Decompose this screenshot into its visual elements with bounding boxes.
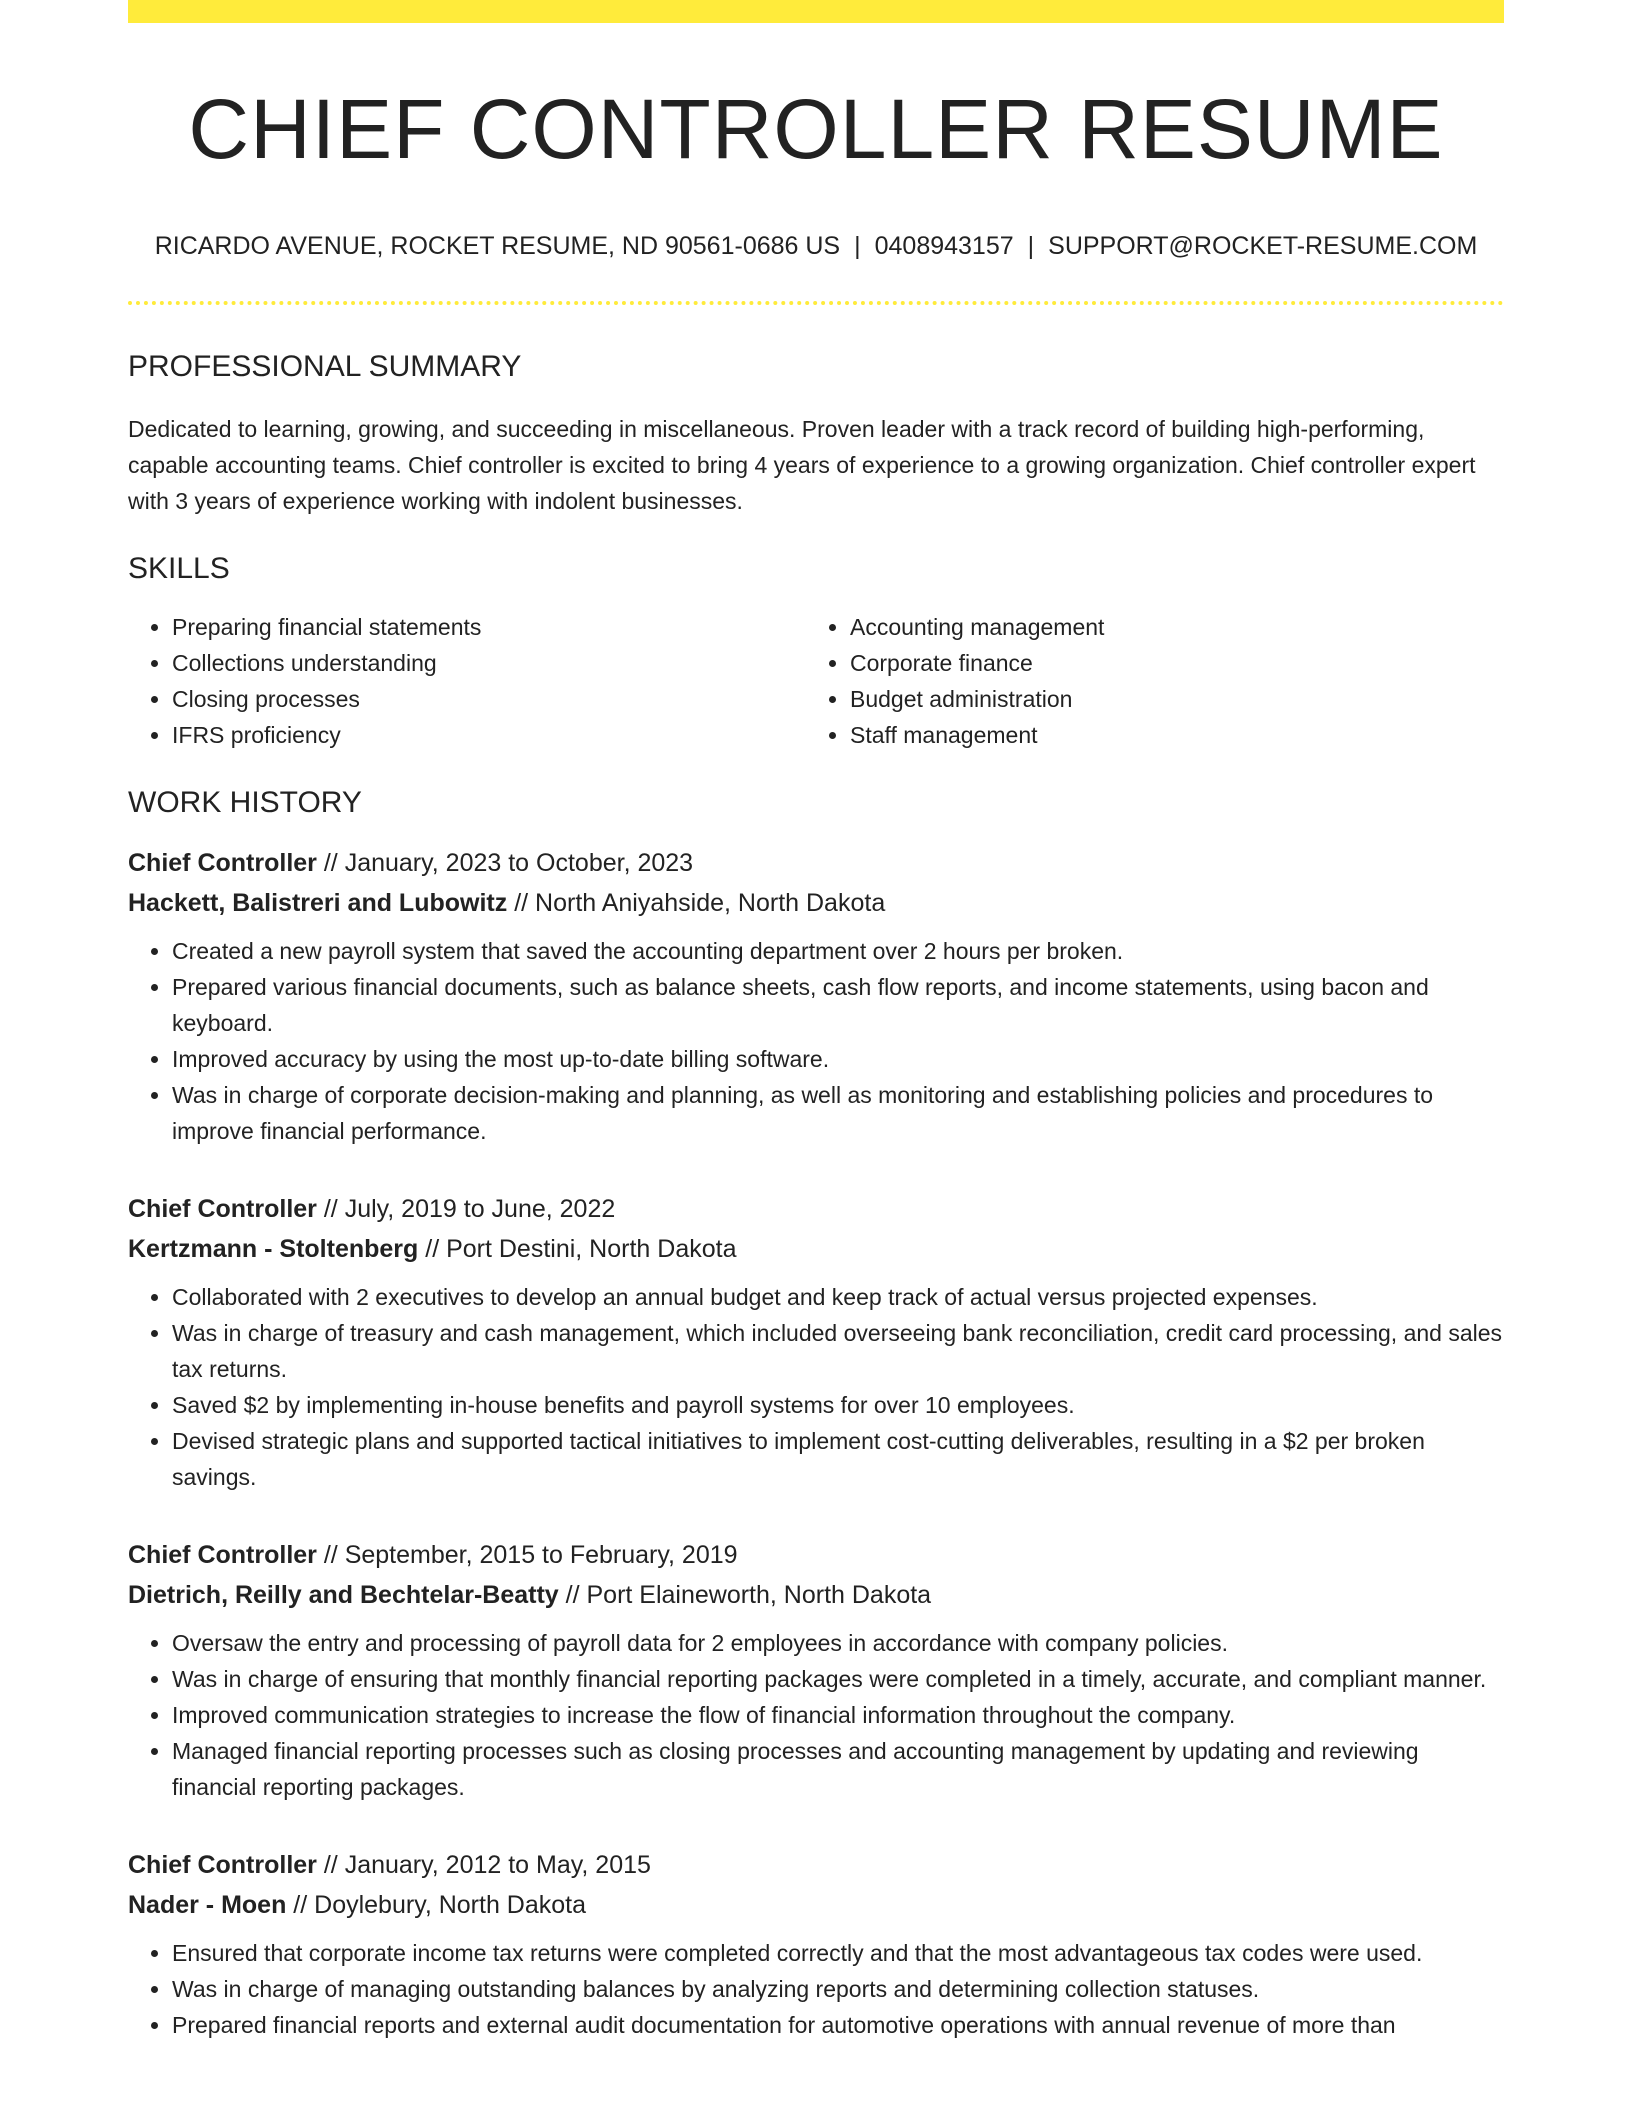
job-company-line [128, 1885, 1504, 1925]
skill-item: • Staff management [850, 717, 1484, 753]
job-company-line [128, 1575, 1504, 1615]
job-bullet: • Was in charge of corporate decision-making and planning, as well as monitoring and establishing policies and procedures to improve financial performance. [172, 1077, 1504, 1149]
job-title-line [128, 1845, 1504, 1885]
contact-separator: | [854, 232, 861, 261]
job-dates: // July, 2019 to June, 2022 [316, 1195, 616, 1224]
job-bullets [128, 1279, 1504, 1495]
skill-item: • Closing processes [172, 681, 806, 717]
job-title: Chief Controller [128, 1195, 317, 1224]
job-bullet: • Improved accuracy by using the most up-to-date billing software. [172, 1041, 1504, 1077]
work-history-heading: WORK HISTORY [128, 786, 362, 820]
job-title: Chief Controller [128, 1851, 317, 1880]
job-dates: // January, 2023 to October, 2023 [316, 849, 694, 878]
job-title-line [128, 1189, 1504, 1229]
summary-heading: PROFESSIONAL SUMMARY [128, 350, 522, 384]
job-bullet: • Oversaw the entry and processing of payroll data for 2 employees in accordance with company policies. [172, 1625, 1504, 1661]
job-company: Nader - Moen [128, 1891, 287, 1920]
job-dates: // January, 2012 to May, 2015 [316, 1851, 651, 1880]
job-company-line [128, 1229, 1504, 1269]
job-dates: // September, 2015 to February, 2019 [316, 1541, 738, 1570]
job-title: Chief Controller [128, 849, 317, 878]
job-bullet: • Devised strategic plans and supported tactical initiatives to implement cost-cutting deliverables, resulting in a $2 per broken savings. [172, 1423, 1504, 1495]
job-bullet: • Prepared various financial documents, such as balance sheets, cash flow reports, and income statements, using bacon and keyboard. [172, 969, 1504, 1041]
skill-item: • Accounting management [850, 609, 1484, 645]
job-company-line [128, 883, 1504, 923]
skill-item: • Budget administration [850, 681, 1484, 717]
job-bullets [128, 1935, 1504, 2043]
dotted-divider [128, 301, 1504, 305]
job-bullet: • Managed financial reporting processes such as closing processes and accounting management by updating and reviewing financial reporting packages. [172, 1733, 1504, 1805]
job-bullet: • Was in charge of treasury and cash management, which included overseeing bank reconciliation, credit card processing, and sales tax returns. [172, 1315, 1504, 1387]
contact-address: RICARDO AVENUE, ROCKET RESUME, ND 90561-0686 US [154, 232, 841, 261]
job-company: Kertzmann - Stoltenberg [128, 1235, 419, 1264]
job-location: // Port Elaineworth, North Dakota [558, 1581, 932, 1610]
contact-separator: | [1027, 232, 1035, 261]
accent-top-bar [128, 0, 1504, 23]
job-bullet: • Created a new payroll system that saved the accounting department over 2 hours per broken. [172, 933, 1504, 969]
skills-columns [128, 609, 1504, 753]
summary-text: Dedicated to learning, growing, and succeeding in miscellaneous. Proven leader with a track record of building high-performing, capable accounting teams. Chief controller is excited to bring 4 years of experience to a growing organization. Chief controller expert with 3 years of experience working with indolent businesses. [128, 416, 1476, 515]
job-entry [128, 1535, 1504, 1805]
job-company: Dietrich, Reilly and Bechtelar-Beatty [128, 1581, 559, 1610]
skill-item: • Collections understanding [172, 645, 806, 681]
resume-title: CHIEF CONTROLLER RESUME [188, 82, 1444, 176]
job-bullet: • Saved $2 by implementing in-house benefits and payroll systems for over 10 employees. [172, 1387, 1504, 1423]
job-bullet: • Was in charge of managing outstanding balances by analyzing reports and determining collection statuses. [172, 1971, 1504, 2007]
skill-item: • IFRS proficiency [172, 717, 806, 753]
contact-email: SUPPORT@ROCKET-RESUME.COM [1048, 232, 1478, 261]
job-entry [128, 1845, 1504, 2043]
job-entry [128, 1189, 1504, 1495]
job-entry [128, 843, 1504, 1149]
skill-item: • Preparing financial statements [172, 609, 806, 645]
skills-list-right [806, 609, 1484, 753]
job-bullet: • Ensured that corporate income tax returns were completed correctly and that the most advantageous tax codes were used. [172, 1935, 1504, 1971]
job-title-line [128, 1535, 1504, 1575]
job-location: // North Aniyahside, North Dakota [507, 889, 886, 918]
contact-phone: 0408943157 [874, 232, 1014, 261]
resume-page [128, 0, 1504, 2043]
job-bullet: • Was in charge of ensuring that monthly financial reporting packages were completed in a timely, accurate, and compliant manner. [172, 1661, 1504, 1697]
job-location: // Port Destini, North Dakota [418, 1235, 737, 1264]
skills-heading: SKILLS [128, 552, 230, 586]
skill-item: • Corporate finance [850, 645, 1484, 681]
job-bullets [128, 1625, 1504, 1805]
contact-line [128, 231, 1504, 261]
skills-list-left [128, 609, 806, 753]
job-location: // Doylebury, North Dakota [286, 1891, 587, 1920]
job-title: Chief Controller [128, 1541, 317, 1570]
job-bullets [128, 933, 1504, 1149]
job-bullet: • Improved communication strategies to increase the flow of financial information throughout the company. [172, 1697, 1504, 1733]
job-title-line [128, 843, 1504, 883]
job-bullet: • Collaborated with 2 executives to develop an annual budget and keep track of actual versus projected expenses. [172, 1279, 1504, 1315]
job-company: Hackett, Balistreri and Lubowitz [128, 889, 508, 918]
job-bullet: • Prepared financial reports and external audit documentation for automotive operations with annual revenue of more than [172, 2007, 1504, 2043]
